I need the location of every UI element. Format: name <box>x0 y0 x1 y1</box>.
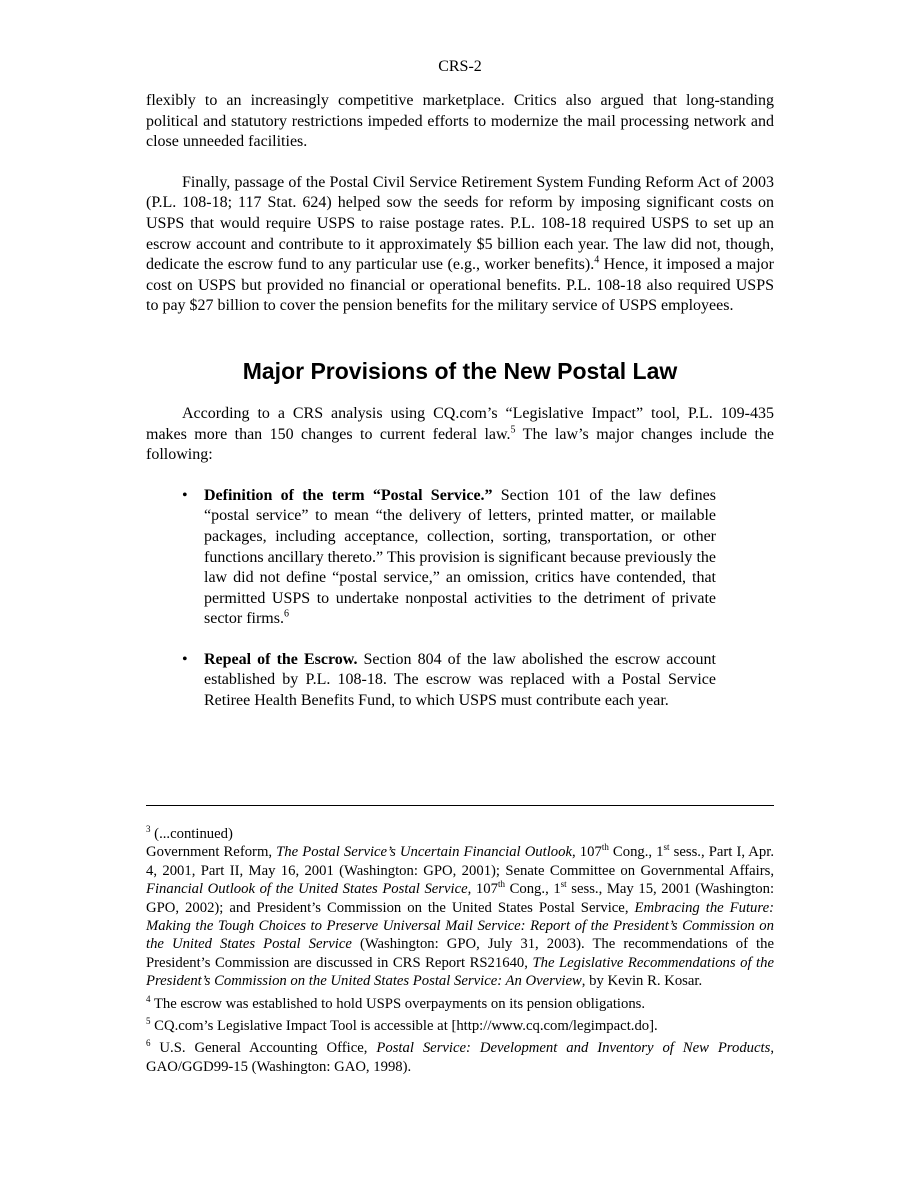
footnote-title: Financial Outlook of the United States Postal Service <box>146 881 468 898</box>
document-page <box>146 0 774 712</box>
ordinal-suffix: th <box>601 842 609 853</box>
ordinal-suffix: st <box>663 842 670 853</box>
footnote-divider <box>146 805 774 806</box>
provisions-list <box>146 486 774 712</box>
footnote-text: , 107 <box>467 881 498 898</box>
list-item-title: Definition of the term “Postal Service.” <box>204 486 493 504</box>
footnote-4 <box>146 995 774 1013</box>
footnote-title: The Postal Service’s Uncertain Financial Outlook <box>276 844 573 861</box>
footnote-text: CQ.com’s Legislative Impact Tool is accessible at [http://www.cq.com/legimpact.do]. <box>150 1018 658 1035</box>
footnote-title: Postal Service: Development and Inventory of New Products <box>376 1040 771 1057</box>
footnote-title: The Legislative Recommendations of the President’s Commission on the United States Postal Service: An Overview <box>146 954 774 990</box>
footnote-ref: 4 <box>594 254 600 266</box>
page-header: CRS-2 <box>438 58 482 75</box>
paragraph-crs-analysis <box>146 404 774 466</box>
list-item-text: Section 804 of the law abolished the escrow account established by P.L. 108-18. The escrow was replaced with a Postal Service Retiree Health Benefits Fund, to which USPS must contribute each year. <box>204 650 716 710</box>
footnote-text: Cong., 1 <box>504 881 561 898</box>
footnote-marker: 5 <box>146 1016 151 1027</box>
bullet-icon: • <box>182 486 188 504</box>
footnote-text: , by Kevin R. Kosar. <box>581 973 703 990</box>
footnote-ref: 6 <box>283 608 289 620</box>
list-item <box>182 486 717 630</box>
footnote-text: Cong., 1 <box>608 844 664 861</box>
footnote-text: , 107 <box>572 844 602 861</box>
footnote-text: The escrow was established to hold USPS overpayments on its pension obligations. <box>150 995 646 1012</box>
list-item-text: Section 101 of the law defines “postal service” to mean “the delivery of letters, printed matter, or mailable packages, including acceptance, collection, sorting, transportation, or other functions ancillary thereto.” This provision is significant because previously the law did not define “postal service,” an omission, critics have contended, that permitted USPS to undertake nonpostal activities to the detriment of private sector firms. <box>204 486 717 628</box>
list-item <box>182 650 716 712</box>
footnote-text: (...continued) <box>150 826 233 842</box>
section-heading: Major Provisions of the New Postal Law <box>242 357 678 384</box>
footnote-ref: 5 <box>510 424 516 436</box>
footnote-text: Government Reform, <box>146 844 277 861</box>
footnote-text: U.S. General Accounting Office, <box>150 1040 377 1057</box>
paragraph-text: Hence, it imposed a major cost on USPS but provided no financial or operational benefits. P.L. 108-18 also required USPS to pay $27 billion to cover the pension benefits for the military service of USPS employees. <box>146 256 775 315</box>
paragraph-text: The law’s major changes include the following: <box>146 425 774 464</box>
footnotes <box>146 825 774 1076</box>
paragraph-text: Finally, passage of the Postal Civil Service Retirement System Funding Reform Act of 2003 (P.L. 108-18; 117 Stat. 624) helped sow the seeds for reform by imposing significant costs on USPS that would require USPS to raise postage rates. P.L. 108-18 required USPS to set up an escrow account and contribute to it approximately $5 billion each year. The law did not, though, dedicate the escrow fund to any particular use (e.g., worker benefits). <box>146 173 774 274</box>
paragraph-continued: flexibly to an increasingly competitive marketplace. Critics also argued that long-standing political and statutory restrictions impeded efforts to modernize the mail processing network and close unneeded facilities. <box>146 92 774 151</box>
paragraph-funding-reform <box>146 173 774 317</box>
footnote-3 <box>146 825 774 991</box>
footnote-6 <box>146 1039 774 1076</box>
footnote-marker: 4 <box>146 993 151 1004</box>
footnote-marker: 6 <box>146 1038 151 1049</box>
footnote-text: (Washington: GPO, July 31, 2003). The recommendations of the President’s Commission are discussed in CRS Report RS21640, <box>146 936 774 971</box>
footnote-text: sess., May 15, 2001 (Washington: GPO, 2002); and President’s Commission on the United States Postal Service, <box>146 881 775 916</box>
bullet-icon: • <box>182 650 188 668</box>
footnote-title: Embracing the Future: Making the Tough Choices to Preserve Universal Mail Service: Report of the President’s Commission on the United States Postal Service <box>146 899 774 953</box>
ordinal-suffix: th <box>497 879 505 890</box>
footnote-text: sess., Part I, Apr. 4, 2001, Part II, May 16, 2001 (Washington: GPO, 2001); Senate Committee on Governmental Affairs, <box>146 844 775 879</box>
paragraph-text: According to a CRS analysis using CQ.com’s “Legislative Impact” tool, P.L. 109-435 makes more than 150 changes to current federal law. <box>146 404 774 443</box>
footnote-5 <box>146 1017 774 1035</box>
footnote-marker: 3 <box>146 824 151 835</box>
footnote-text: , GAO/GGD99-15 (Washington: GAO, 1998). <box>146 1040 774 1075</box>
list-item-title: Repeal of the Escrow. <box>204 650 358 668</box>
ordinal-suffix: st <box>560 879 567 890</box>
